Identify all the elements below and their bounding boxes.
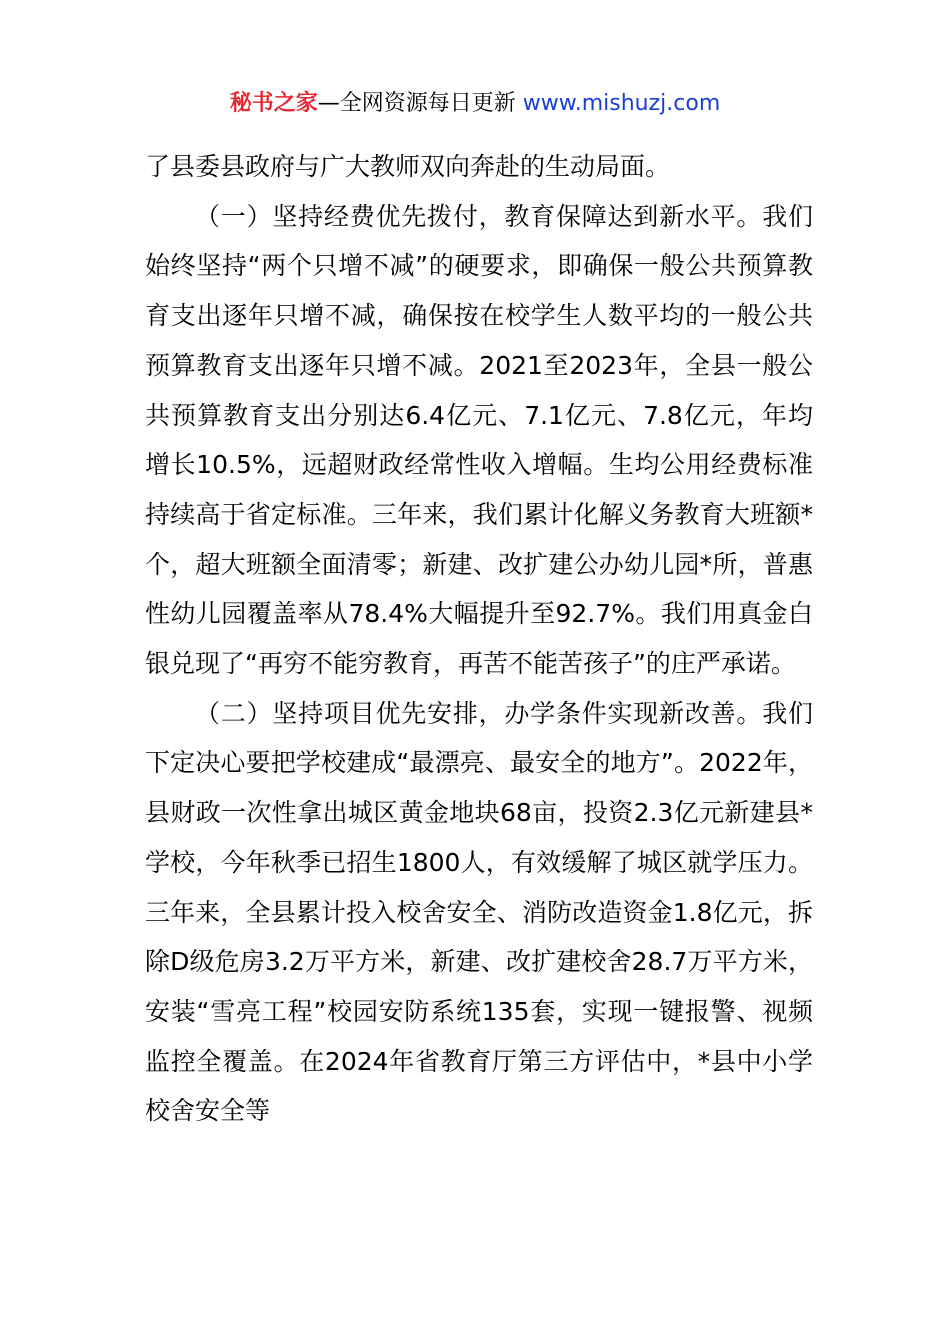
paragraph-projects: （二）坚持项目优先安排，办学条件实现新改善。我们下定决心要把学校建成“最漂亮、最安全的地方”。2022年，县财政一次性拿出城区黄金地块68亩，投资2.3亿元新建县*学校，今年秋季已招生1800人，有效缓解了城区就学压力。三年来，全县累计投入校舍安全、消防改造资金1.8亿元，拆除D级危房3.2万平方米，新建、改扩建校舍28.7万平方米，安装“雪亮工程”校园安防系统135套，实现一键报警、视频监控全覆盖。在2024年省教育厅第三方评估中，*县中小学校舍安全等 — [145, 698, 813, 1126]
page-header — [0, 88, 950, 120]
paragraph-funding: （一）坚持经费优先拨付，教育保障达到新水平。我们始终坚持“两个只增不减”的硬要求，即确保一般公共预算教育支出逐年只增不减，确保按在校学生人数平均的一般公共预算教育支出逐年只增不减。2021至2023年，全县一般公共预算教育支出分别达6.4亿元、7.1亿元、7.8亿元，年均增长10.5%，远超财政经常性收入增幅。生均公用经费标准持续高于省定标准。三年来，我们累计化解义务教育大班额*个，超大班额全面清零；新建、改扩建公办幼儿园*所，普惠性幼儿园覆盖率从78.4%大幅提升至92.7%。我们用真金白银兑现了“再穷不能穷教育，再苦不能苦孩子”的庄严承诺。 — [145, 201, 813, 679]
document-body — [145, 142, 813, 1136]
brand-name: 秘书之家 — [229, 91, 318, 116]
paragraph-continuation: 了县委县政府与广大教师双向奔赴的生动局面。 — [145, 152, 671, 181]
header-url-link[interactable]: www.mishuzj.com — [522, 91, 721, 116]
header-tagline: —全网资源每日更新 — [317, 91, 523, 116]
